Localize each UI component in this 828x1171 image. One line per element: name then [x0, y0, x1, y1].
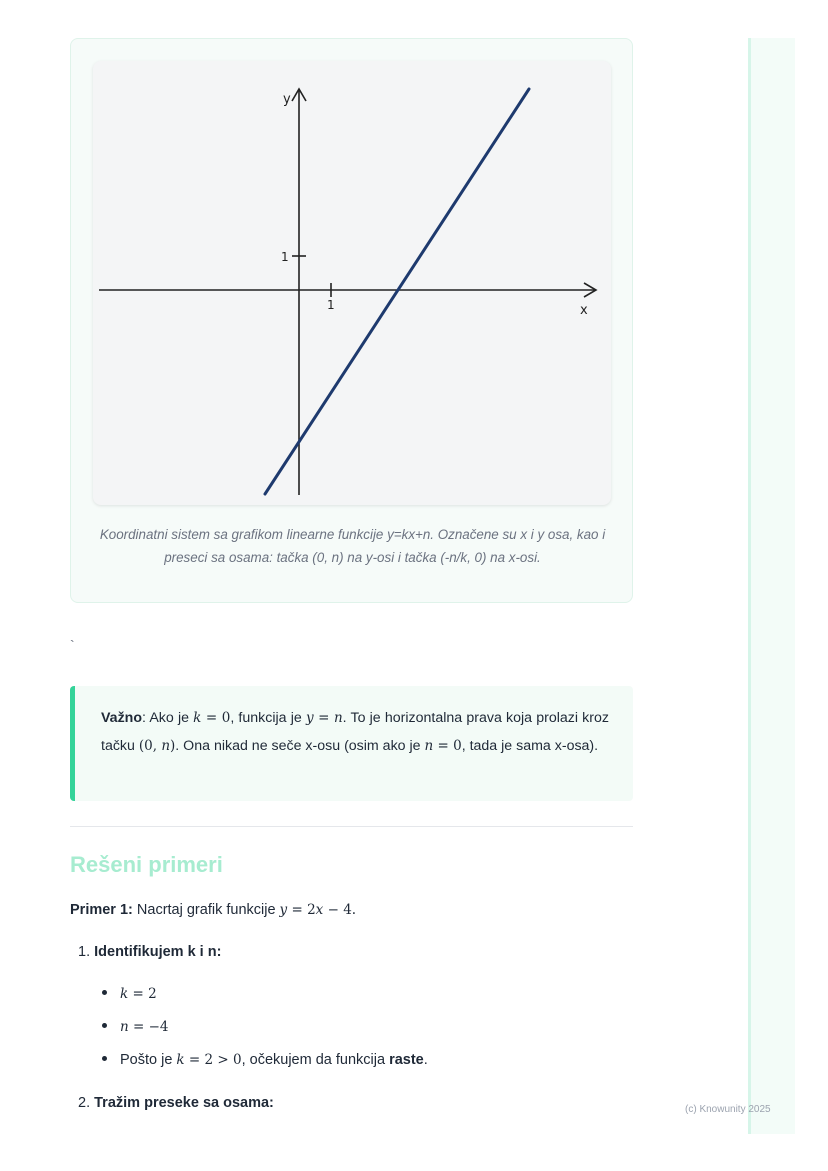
step-number: 2.	[78, 1095, 91, 1111]
callout-label: Važno	[101, 710, 142, 726]
bullet-emphasis: raste	[389, 1052, 424, 1068]
bullet-dot	[102, 1056, 107, 1061]
y-axis-label: y	[283, 92, 291, 107]
callout-math: (0,	[138, 738, 162, 754]
callout-math: n	[161, 738, 171, 754]
bullet-dot	[102, 990, 107, 995]
bullet-math: n	[120, 1019, 129, 1035]
copyright-footer: (c) Knowunity 2025	[685, 1104, 771, 1115]
step-item	[78, 944, 221, 960]
list-item	[102, 1052, 428, 1068]
callout-text: . To je horizontalna prava koja prolazi kroz tačku	[101, 710, 609, 754]
callout-text: : Ako je	[142, 710, 194, 726]
step-number: 1.	[78, 944, 91, 960]
step-label: Identifikujem k i n:	[94, 944, 222, 960]
callout-math: y	[305, 710, 314, 726]
example-math: = 2	[287, 902, 316, 918]
example-text: Nacrtaj grafik funkcije	[132, 902, 280, 918]
callout-math: )	[170, 738, 176, 754]
bullet-math: = −4	[128, 1019, 169, 1035]
section-title: Rešeni primeri	[70, 852, 223, 877]
figure-card	[70, 38, 633, 603]
stray-mark: `	[70, 637, 75, 653]
bullet-math: k	[176, 1052, 185, 1068]
bullet-text: Pošto je	[120, 1052, 177, 1068]
figure-caption: Koordinatni sistem sa grafikom linearne funkcije y=kx+n. Označene su x i y osa, kao i preseci sa osama: tačka (0, n) na y-osi i tačka (-n/k, 0) na x-osi.	[99, 527, 606, 565]
important-callout	[70, 686, 633, 801]
x-tick-label: 1	[327, 298, 335, 312]
callout-text: , funkcija je	[230, 710, 306, 726]
bullet-math: k	[120, 986, 129, 1002]
bullet-text: .	[423, 1052, 428, 1068]
linear-function-graph	[93, 61, 611, 505]
graph-panel	[93, 61, 611, 505]
callout-math: =	[313, 710, 334, 726]
bullet-math: = 2	[128, 986, 157, 1002]
callout-text: , tada je sama x-osa).	[461, 738, 599, 754]
list-item	[102, 986, 157, 1002]
example-label: Primer 1:	[70, 902, 133, 918]
step-label: Tražim preseke sa osama:	[94, 1095, 274, 1111]
callout-math: k	[193, 710, 202, 726]
example-math: x	[315, 902, 324, 918]
callout-math: = 0	[201, 710, 231, 726]
callout-math: n	[424, 738, 434, 754]
callout-math: n	[333, 710, 343, 726]
bullet-dot	[102, 1023, 107, 1028]
callout-text: . Ona nikad ne seče x-osu (osim ako je	[175, 738, 425, 754]
bullet-math: = 2 > 0	[184, 1052, 242, 1068]
list-item	[102, 1019, 169, 1035]
bullet-text: , očekujem da funkcija	[241, 1052, 390, 1068]
right-sidebar	[748, 38, 795, 1134]
example-statement	[70, 902, 356, 918]
example-math: − 4.	[323, 902, 357, 918]
x-axis-label: x	[580, 303, 588, 318]
section-divider	[70, 826, 633, 827]
y-tick-label: 1	[281, 250, 289, 264]
example-math: y	[279, 902, 288, 918]
callout-math: = 0	[433, 738, 462, 754]
step-item	[78, 1095, 274, 1111]
function-line	[265, 89, 529, 494]
